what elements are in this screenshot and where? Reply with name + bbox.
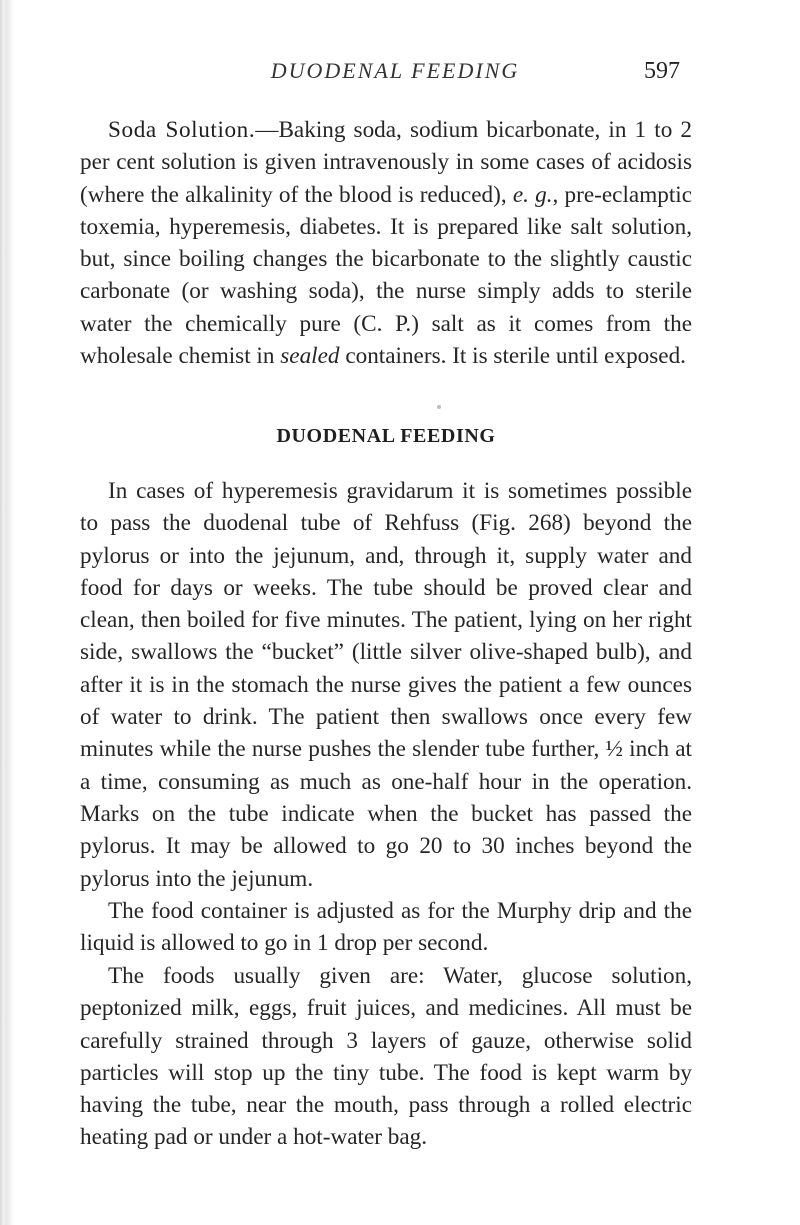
sealed-word: sealed — [280, 343, 340, 370]
duodenal-paragraph-3: The foods usually given are: Water, glucose solution, peptonized milk, eggs, fruit juices, and medicines. All must be carefully strained through 3 layers of gauze, otherwise solid particles will stop up the tiny tube. The food is kept warm by having the tube, near the mouth, pass through a rolled electric heating pad or under a hot-water bag. — [80, 963, 692, 1151]
page-header — [110, 58, 680, 98]
soda-text-2: , pre-eclamptic toxemia, hyperemesis, diabetes. It is prepared like salt solution, but, since boiling changes the bicarbonate to the slightly caustic carbonate (or washing soda), the nurse simply adds to sterile water the chemically pure (C. P.) salt as it comes from the wholesale chemist in — [80, 181, 693, 370]
page-binding-edge — [0, 0, 14, 1225]
printing-speck — [437, 405, 441, 409]
page-number: 597 — [644, 58, 680, 84]
duodenal-paragraph-1: In cases of hyperemesis gravidarum it is sometimes possible to pass the duodenal tube of Rehfuss (Fig. 268) beyond the pylorus or into the jejunum, and, through it, supply water and food for days or weeks. The tube should be proved clear and clean, then boiled for five minutes. The patient, lying on her right side, swallows the “bucket” (little silver olive-shaped bulb), and after it is in the stomach the nurse gives the patient a few ounces of water to drink. The patient then swallows once every few minutes while the nurse pushes the slender tube further, ½ inch at a time, consuming as much as one-half hour in the operation. Marks on the tube indicate when the bucket has passed the pylorus. It may be allowed to go 20 to 30 inches beyond the pylorus into the jejunum. — [80, 478, 692, 892]
running-title: DUODENAL FEEDING — [270, 58, 520, 83]
soda-text-3: containers. It is sterile until exposed. — [339, 343, 686, 370]
soda-solution-heading: Soda Solution. — [108, 117, 256, 143]
soda-text-1: —Baking soda, sodium bicarbonate, in 1 to 2 per cent solution is given intravenously in some cases of acidosis (where the alkalinity of the blood is reduced), — [80, 117, 692, 208]
duodenal-paragraph-2: The food container is adjusted as for the Murphy drip and the liquid is allowed to go in 1 drop per second. — [80, 898, 692, 957]
eg-abbrev: e. g. — [512, 181, 553, 208]
section-heading: DUODENAL FEEDING — [276, 425, 496, 447]
soda-solution-paragraph — [80, 114, 692, 372]
